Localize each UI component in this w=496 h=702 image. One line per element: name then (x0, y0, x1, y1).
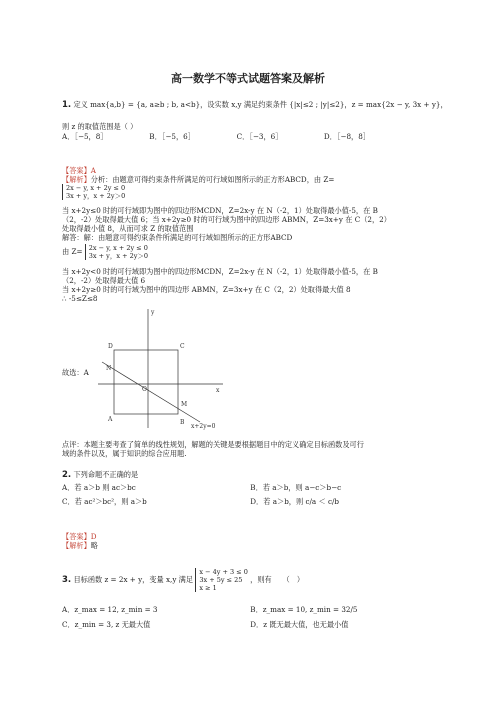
q1-case-brace-1 (62, 184, 125, 200)
q1-line-6: 当 x+2y<0 时的可行域即为图中的四边形MCDN，Z=2x-y 在 N（-2，1）处取得最小值-5，在 B (62, 267, 378, 276)
q2-analysis (62, 541, 98, 550)
page-title: 高一数学不等式试题答案及解析 (171, 72, 325, 85)
q1-case2a: 2x − y, x + 2y ≤ 0 (88, 244, 148, 252)
label-d: D (108, 343, 113, 350)
label-line: x+2y=0 (191, 423, 216, 430)
q1-analysis-label: 【解析】 (62, 175, 91, 184)
label-o: O (142, 386, 147, 393)
q3-cond-1: x − 4y + 3 ≤ 0 (199, 568, 248, 576)
q1-option-a: A．［−5，8］ (62, 132, 108, 141)
q3-stem-text: 目标函数 z = 2x + y，变量 x,y 满足 (73, 575, 194, 584)
q2-stem-text: 下列命题不正确的是 (73, 470, 139, 479)
q2-number: 2. (62, 470, 72, 480)
q3-options-row-1 (62, 605, 357, 614)
q1-line-3: 处取得最小值 8，从而可求 Z 的取值范围 (62, 224, 194, 233)
q1-conclusion: 故选：A (62, 368, 89, 377)
q2-options-row-2 (62, 497, 339, 506)
q1-note-2: 域的条件以及，属于知识的综合应用题. (62, 449, 187, 458)
line-x-plus-2y (102, 362, 200, 422)
q3-cond-2: 3x + 5y ≤ 25 (199, 576, 243, 584)
q2-analysis-text: 略 (90, 541, 98, 550)
q1-case-brace-2 (62, 244, 148, 260)
q2-analysis-label: 【解析】 (62, 541, 91, 550)
q1-option-b: B．［−5，6］ (149, 132, 195, 141)
q1-line-9: ∴ -5≤Z≤8 (62, 294, 98, 303)
q2-option-b: B．若 a＞b，则 a−c＞b−c (250, 483, 342, 492)
q3-option-b: B．z_max = 10, z_min = 32/5 (250, 605, 358, 614)
q2-stem (62, 470, 138, 480)
q2-answer: 【答案】D (62, 532, 97, 541)
label-c: C (180, 343, 185, 350)
q1-options (62, 132, 409, 141)
label-y: y (151, 309, 155, 316)
q3-option-a: A．z_max = 12, z_min = 3 (62, 605, 158, 614)
q3-number: 3. (62, 575, 72, 585)
q1-analysis-text: 分析：由题意可得约束条件所满足的可行域如图所示的正方形ABCD，由 Z= (90, 175, 335, 184)
q1-stem (62, 100, 448, 110)
q1-number: 1. (62, 100, 72, 110)
q1-line-2: （2，-2）处取得最大值 6；当 x+2y≥0 时的可行域为图中的四边形 ABMN，Z=3x+y 在 C（2，2） (62, 215, 391, 224)
q1-note-1: 点评：本题主要考查了简单的线性规划，解题的关键是要根据题目中的定义确定目标函数及可行 (62, 440, 364, 449)
q1-stem-text: 定义 max{a,b} = {a, a≥b ; b, a<b}，设实数 x,y 满足约束条件 {|x|≤2 ; |y|≤2}，z = max{2x − y, 3x + y}， (73, 100, 448, 109)
label-m: M (181, 401, 188, 408)
label-a: A (108, 416, 113, 423)
q1-line-5-prefix: 由 Z= (62, 247, 83, 256)
q1-line-8: 当 x+2y≥0 时的可行域为图中的四边形 ABMN，Z=3x+y 在 C（2，2）处取得最大值 8 (62, 285, 351, 294)
q1-case2b: 3x + y，x + 2y＞0 (88, 252, 149, 260)
label-n: N (106, 365, 112, 372)
q1-case1b: 3x + y，x + 2y＞0 (66, 192, 126, 200)
q1-feasible-region-figure (88, 304, 228, 432)
q1-option-c: C．［−3，6］ (236, 132, 283, 141)
q1-line-4: 解答：解：由题意可得约束条件所满足的可行域如图所示的正方形ABCD (62, 233, 293, 242)
q1-answer: 【答案】A (62, 166, 96, 175)
q3-cond-3: x ≥ 1 (199, 584, 217, 592)
q2-option-d: D．若 a＞b，则 c/a ＜ c/b (250, 497, 339, 506)
q1-analysis (62, 175, 334, 184)
q1-case1a: 2x − y, x + 2y ≤ 0 (66, 184, 126, 192)
square-abcd (114, 350, 178, 414)
q1-line-1: 当 x+2y≤0 时的可行域即为图中的四边形MCDN，Z=2x-y 在 N（-2，1）处取得最小值-5，在 B (62, 206, 378, 215)
q2-options-row-1 (62, 483, 341, 492)
q3-stem (62, 568, 304, 592)
label-b: B (180, 419, 185, 426)
q2-option-c: C．若 ac²＞bc²，则 a＞b (62, 497, 147, 506)
q1-option-d: D．［−8，8］ (323, 132, 370, 141)
q3-option-d: D．z 既无最大值，也无最小值 (250, 620, 349, 629)
q1-line-7: （2，-2）处取得最大值 6 (62, 276, 146, 285)
q1-stem2: 则 z 的取值范围是（ ） (62, 122, 138, 131)
q3-stem-end: ，则有 （ ） (250, 575, 305, 584)
label-x: x (216, 387, 220, 394)
q2-option-a: A．若 a＞b 则 ac＞bc (62, 483, 136, 492)
q3-option-c: C．z_min = 3, z 无最大值 (62, 620, 151, 629)
q3-options-row-2 (62, 620, 348, 629)
